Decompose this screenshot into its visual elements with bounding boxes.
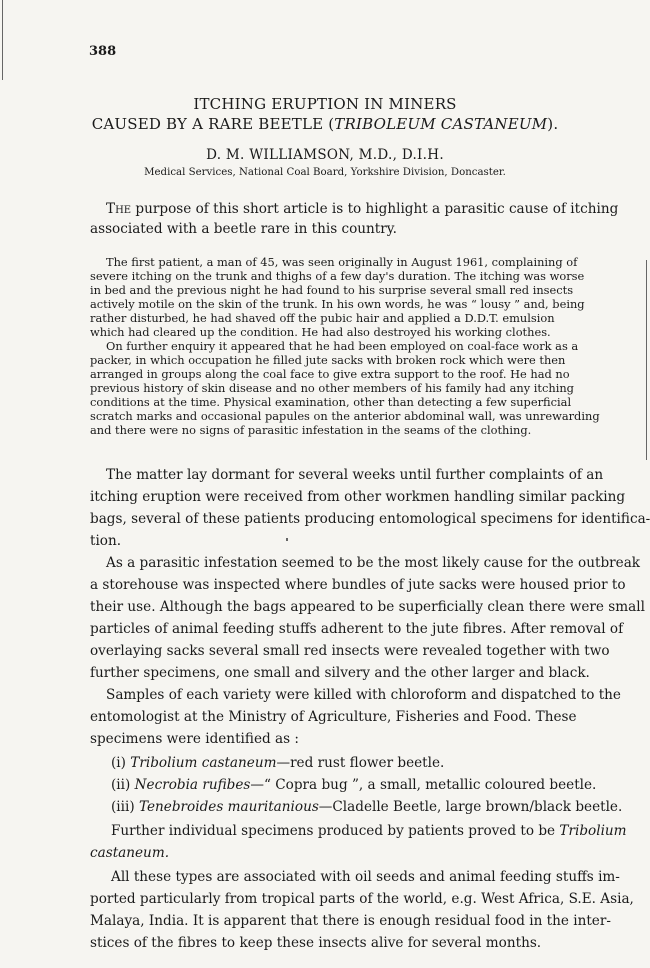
scan-edge-mark	[2, 0, 3, 80]
body-line: ported particularly from tropical parts of the world, e.g. West Africa, S.E. Asia,	[90, 891, 634, 907]
body-line: Samples of each variety were killed with chloroform and dispatched to the	[106, 687, 621, 703]
species-number: (ii)	[111, 777, 131, 793]
case-line: rather disturbed, he had shaved off the pubic hair and applied a D.D.T. emulsion	[90, 311, 555, 325]
body-line: tion.	[90, 533, 122, 549]
case-line: On further enquiry it appeared that he had been employed on coal-face work as a	[106, 339, 579, 353]
case-line: scratch marks and occasional papules on the anterior abdominal wall, was unrewarding	[90, 409, 600, 423]
body-line: bags, several of these patients producing entomological specimens for identifica-	[90, 511, 650, 527]
body-line: All these types are associated with oil seeds and animal feeding stuffs im-	[111, 869, 620, 885]
species-name: Necrobia rufibes	[134, 777, 251, 793]
page-number: 388	[89, 44, 117, 59]
title-species-italic: TRIBOLEUM CASTANEUM	[334, 115, 548, 133]
scan-edge-mark	[646, 260, 647, 460]
species-number: (iii)	[111, 799, 135, 815]
body-line: their use. Although the bags appeared to be superficially clean there were small	[90, 599, 645, 615]
species-item	[111, 753, 444, 773]
case-line: and there were no signs of parasitic infestation in the seams of the clothing.	[90, 423, 532, 437]
title-text-post: ).	[547, 115, 559, 133]
body-line: The matter lay dormant for several weeks until further complaints of an	[106, 467, 604, 483]
further-text: Further individual specimens produced by patients proved to be	[111, 823, 560, 839]
body-line: itching eruption were received from other workmen handling similar packing	[90, 489, 626, 505]
body-line: Malaya, India. It is apparent that there is enough residual food in the inter-	[90, 913, 611, 929]
species-description: —red rust flower beetle.	[276, 755, 445, 771]
case-line: previous history of skin disease and no other members of his family had any itching	[90, 381, 574, 395]
author-affiliation: Medical Services, National Coal Board, Yorkshire Division, Doncaster.	[144, 167, 506, 178]
case-line: conditions at the time. Physical examination, other than detecting a few superficial	[90, 395, 572, 409]
intro-drop-word: The	[106, 201, 132, 217]
case-line: actively motile on the skin of the trunk. In his own words, he was “ lousy ” and, being	[90, 297, 585, 311]
case-line: severe itching on the trunk and thighs of a few day's duration. The itching was worse	[90, 269, 585, 283]
case-line: in bed and the previous night he had found to his surprise several small red insects	[90, 283, 574, 297]
intro-line-1	[106, 199, 618, 219]
body-line: particles of animal feeding stuffs adherent to the jute fibres. After removal of	[90, 621, 624, 637]
further-line-2	[90, 843, 169, 863]
scan-speck	[286, 538, 288, 541]
body-line: entomologist at the Ministry of Agriculture, Fisheries and Food. These	[90, 709, 577, 725]
species-description: —Cladelle Beetle, large brown/black beetle.	[318, 799, 623, 815]
case-line: The first patient, a man of 45, was seen originally in August 1961, complaining of	[106, 255, 578, 269]
body-line: overlaying sacks several small red insects were revealed together with two	[90, 643, 610, 659]
article-title-line-2	[0, 115, 650, 133]
title-text-pre: CAUSED BY A RARE BEETLE (	[91, 115, 335, 133]
body-line: As a parasitic infestation seemed to be the most likely cause for the outbreak	[106, 555, 641, 571]
further-species-italic: Tribolium	[559, 823, 627, 839]
case-line: which had cleared up the condition. He had also destroyed his working clothes.	[90, 325, 551, 339]
species-name: Tribolium castaneum	[130, 755, 277, 771]
intro-line-1-text: purpose of this short article is to highlight a parasitic cause of itching	[131, 201, 619, 217]
body-line: further specimens, one small and silvery and the other larger and black.	[90, 665, 590, 681]
further-line-1	[111, 821, 627, 841]
body-line: a storehouse was inspected where bundles of jute sacks were housed prior to	[90, 577, 626, 593]
species-item	[111, 775, 596, 795]
species-name: Tenebroides mauritanious	[138, 799, 319, 815]
author-byline: D. M. WILLIAMSON, M.D., D.I.H.	[206, 147, 444, 163]
case-line: packer, in which occupation he filled jute sacks with broken rock which were then	[90, 353, 566, 367]
species-number: (i)	[111, 755, 126, 771]
body-line: specimens were identified as :	[90, 731, 299, 747]
species-description: —“ Copra bug ”, a small, metallic coloured beetle.	[250, 777, 597, 793]
body-line: stices of the fibres to keep these insects alive for several months.	[90, 935, 542, 951]
species-item	[111, 797, 622, 817]
article-title-line-1: ITCHING ERUPTION IN MINERS	[193, 95, 457, 113]
further-species-italic-2: castaneum.	[90, 845, 170, 861]
case-line: arranged in groups along the coal face to give extra support to the roof. He had no	[90, 367, 570, 381]
intro-line-2: associated with a beetle rare in this country.	[90, 221, 397, 237]
